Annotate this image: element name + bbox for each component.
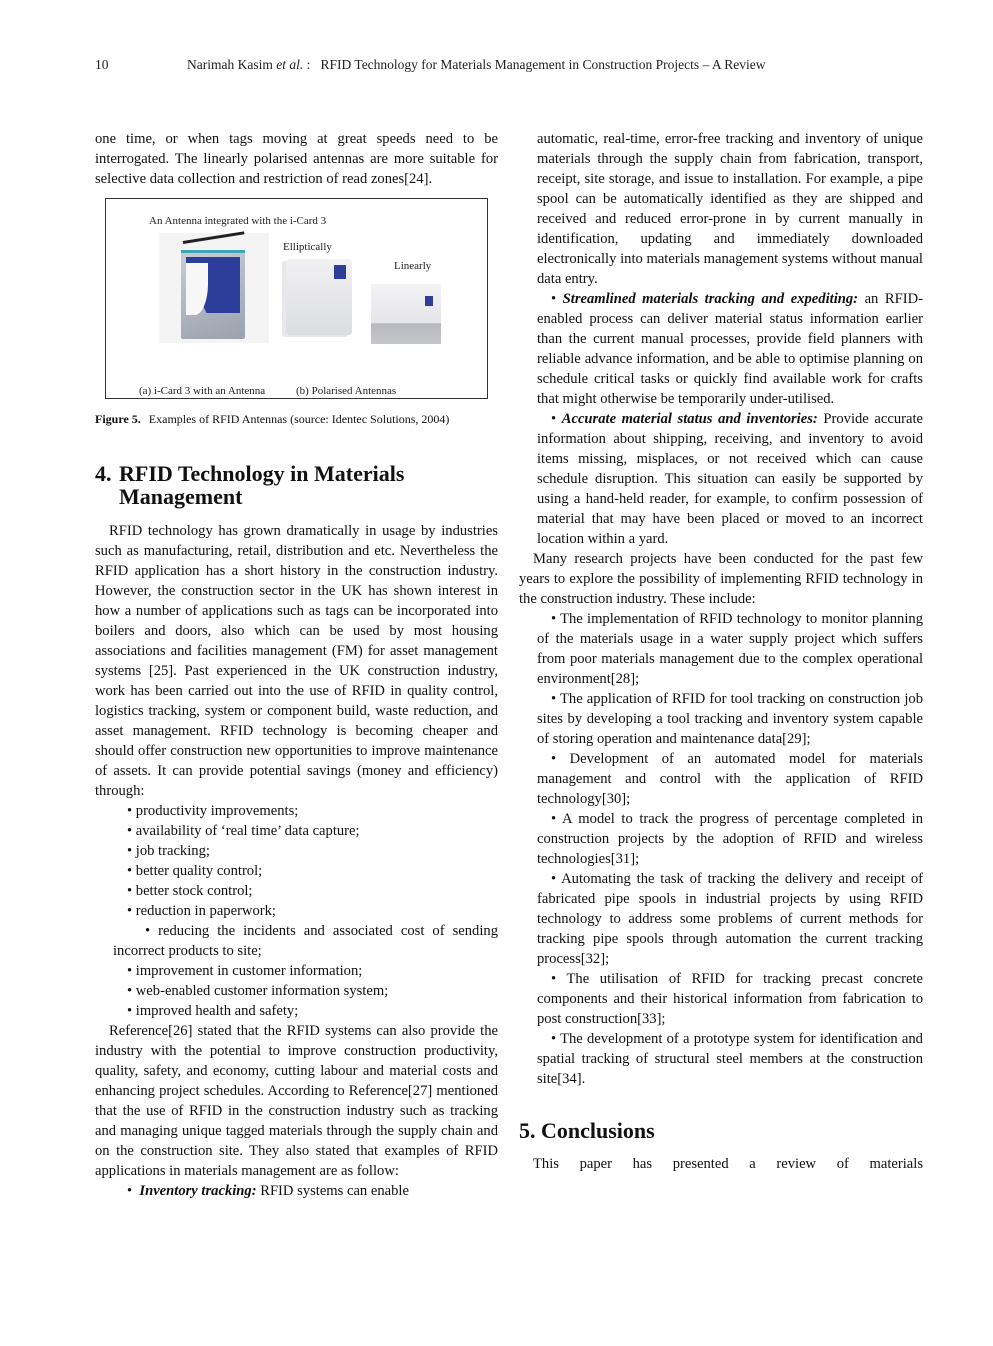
figure-sublabel-b: (b) Polarised Antennas bbox=[296, 385, 397, 397]
app-item-accurate: • Accurate material status and inventories: Provide accurate information about shipping, receiving, and inventory to avoid items missing, misplaces, or not received which can cause schedule disruption. This situation can easily be supported by using a hand-held reader, for example, to confirm possession of material that may have been placed or moved to an incorrect location within a yard. bbox=[537, 411, 923, 547]
inventory-tracking-continued: automatic, real-time, error-free tracking and inventory of unique materials through the supply chain from fabrication, transport, receipt, site storage, and issue to installation. For example, a pipe spool can be automatically identified as they are shipped and received and reduced error-prone in by current manually in identification, updating and immediately downloaded electronically into materials management systems without manual data entry. bbox=[537, 131, 923, 287]
section-5-heading bbox=[519, 1119, 923, 1142]
figure-label-elliptically: Elliptically bbox=[283, 241, 332, 253]
inventory-tracking-text: RFID systems can enable bbox=[256, 1183, 409, 1199]
inventory-tracking-item: • Inventory tracking: RFID systems can enable bbox=[127, 1183, 409, 1199]
figure-caption bbox=[95, 409, 498, 429]
inventory-tracking-title: Inventory tracking: bbox=[139, 1183, 257, 1199]
figure-caption-text: Examples of RFID Antennas (source: Identec Solutions, 2004) bbox=[148, 412, 450, 426]
section-5-number: 5. bbox=[519, 1118, 536, 1143]
section-4-paragraph-2: Reference[26] stated that the RFID systems can also provide the industry with the potential to improve construction productivity, quality, safety, and economy, cutting labour and material costs and enhancing project schedules. According to Reference[27] mentioned that the use of RFID in the construction industry such as tracking and managing unique tagged materials through the supply chain and on the construction site. They also stated that examples of RFID applications in materials management are as follow: bbox=[95, 1023, 498, 1179]
linear-antenna-image bbox=[371, 284, 441, 344]
list-item: • improvement in customer information; bbox=[127, 963, 363, 979]
section-4-number: 4. bbox=[95, 461, 112, 486]
list-item: • better stock control; bbox=[127, 883, 253, 899]
left-column bbox=[95, 129, 498, 1201]
figure-caption-number: Figure 5. bbox=[95, 412, 141, 426]
list-item: • web-enabled customer information system; bbox=[127, 983, 389, 999]
list-item: • job tracking; bbox=[127, 843, 210, 859]
conclusion-paragraph: This paper has presented a review of materials bbox=[533, 1156, 923, 1172]
icard-antenna-image bbox=[159, 233, 269, 343]
list-item: • improved health and safety; bbox=[127, 1003, 299, 1019]
list-item: • Automating the task of tracking the delivery and receipt of fabricated pipe spools in industrial projects by using RFID technology to address some problems of current methods for tracking pipe spools through automation the current tracking process[32]; bbox=[537, 871, 924, 967]
list-item: • The application of RFID for tool tracking on construction job sites by developing a tool tracking and inventory system capable of storing operation and maintenance data[29]; bbox=[537, 691, 924, 747]
list-item: • better quality control; bbox=[127, 863, 263, 879]
list-item: • reduction in paperwork; bbox=[127, 903, 276, 919]
header-title: RFID Technology for Materials Management in Construction Projects – A Review bbox=[320, 57, 766, 72]
section-4-heading bbox=[95, 462, 498, 508]
list-item: • productivity improvements; bbox=[127, 803, 299, 819]
section-4-paragraph-3: Many research projects have been conducted for the past few years to explore the possibility of implementing RFID technology in the construction industry. These include: bbox=[519, 551, 923, 607]
list-item: • The implementation of RFID technology to monitor planning of the materials usage in a water supply project which suffers from poor materials management due to the complex operational environment[28]; bbox=[537, 611, 923, 687]
section-4-paragraph-1: RFID technology has grown dramatically in usage by industries such as manufacturing, retail, distribution and etc. Nevertheless the RFID application has a short history in the construction industry. However, the construction sector in the UK has shown interest in how a number of applications such as tags can be incorporated into boilers and doors, also which can be used by most housing associations and facilities management (FM) for asset management systems [25]. Past experienced in the UK construction industry, work has been carried out into the use of RFID in quality control, logistics tracking, system or component build, waste reduction, and asset management. RFID technology is becoming cheaper and should offer construction new opportunities to improve maintenance of assets. It can provide potential savings (money and efficiency) through: bbox=[95, 523, 498, 799]
list-item: • The utilisation of RFID for tracking precast concrete components and their historical information from fabrication to post construction[33]; bbox=[537, 971, 923, 1027]
figure-label-top: An Antenna integrated with the i-Card 3 bbox=[149, 215, 327, 227]
list-item: • A model to track the progress of percentage completed in construction projects by the adoption of RFID and wireless technologies[31]; bbox=[537, 811, 924, 867]
right-column bbox=[519, 129, 923, 1174]
intro-paragraph: one time, or when tags moving at great speeds need to be interrogated. The linearly polarised antennas are more suitable for selective data collection and restriction of read zones[24]. bbox=[95, 131, 498, 187]
figure-5 bbox=[105, 198, 488, 399]
list-item: • The development of a prototype system for identification and spatial tracking of structural steel members at the construction site[34]. bbox=[537, 1031, 923, 1087]
figure-sublabel-a: (a) i-Card 3 with an Antenna bbox=[139, 385, 266, 397]
running-title bbox=[187, 57, 766, 73]
list-item: • Development of an automated model for materials management and control with the application of RFID technology[30]; bbox=[537, 751, 923, 807]
header-etal: et al. bbox=[276, 57, 304, 72]
research-projects-list bbox=[519, 609, 923, 1089]
header-authors: Narimah Kasim bbox=[187, 57, 277, 72]
figure-label-linearly: Linearly bbox=[394, 260, 432, 272]
savings-list bbox=[95, 801, 498, 1021]
section-4-title-line1: RFID Technology in Materials bbox=[119, 461, 405, 486]
list-item: • reducing the incidents and associated cost of sending incorrect products to site; bbox=[113, 923, 498, 959]
section-5-title: Conclusions bbox=[541, 1118, 655, 1143]
page-number: 10 bbox=[95, 57, 109, 72]
elliptical-antenna-image bbox=[286, 259, 352, 335]
app-item-streamlined: • Streamlined materials tracking and expediting: an RFID-enabled process can deliver material status information earlier than the current manual processes, provide field planners with reliable advance information, and be able to optimise planning on schedule critical tasks or quickly find available work for crafts that might otherwise be temporarily under-utilised. bbox=[537, 291, 924, 407]
header-sep: : bbox=[303, 57, 321, 72]
section-4-title-line2: Management bbox=[119, 484, 243, 509]
list-item: • availability of ‘real time’ data capture; bbox=[127, 823, 360, 839]
